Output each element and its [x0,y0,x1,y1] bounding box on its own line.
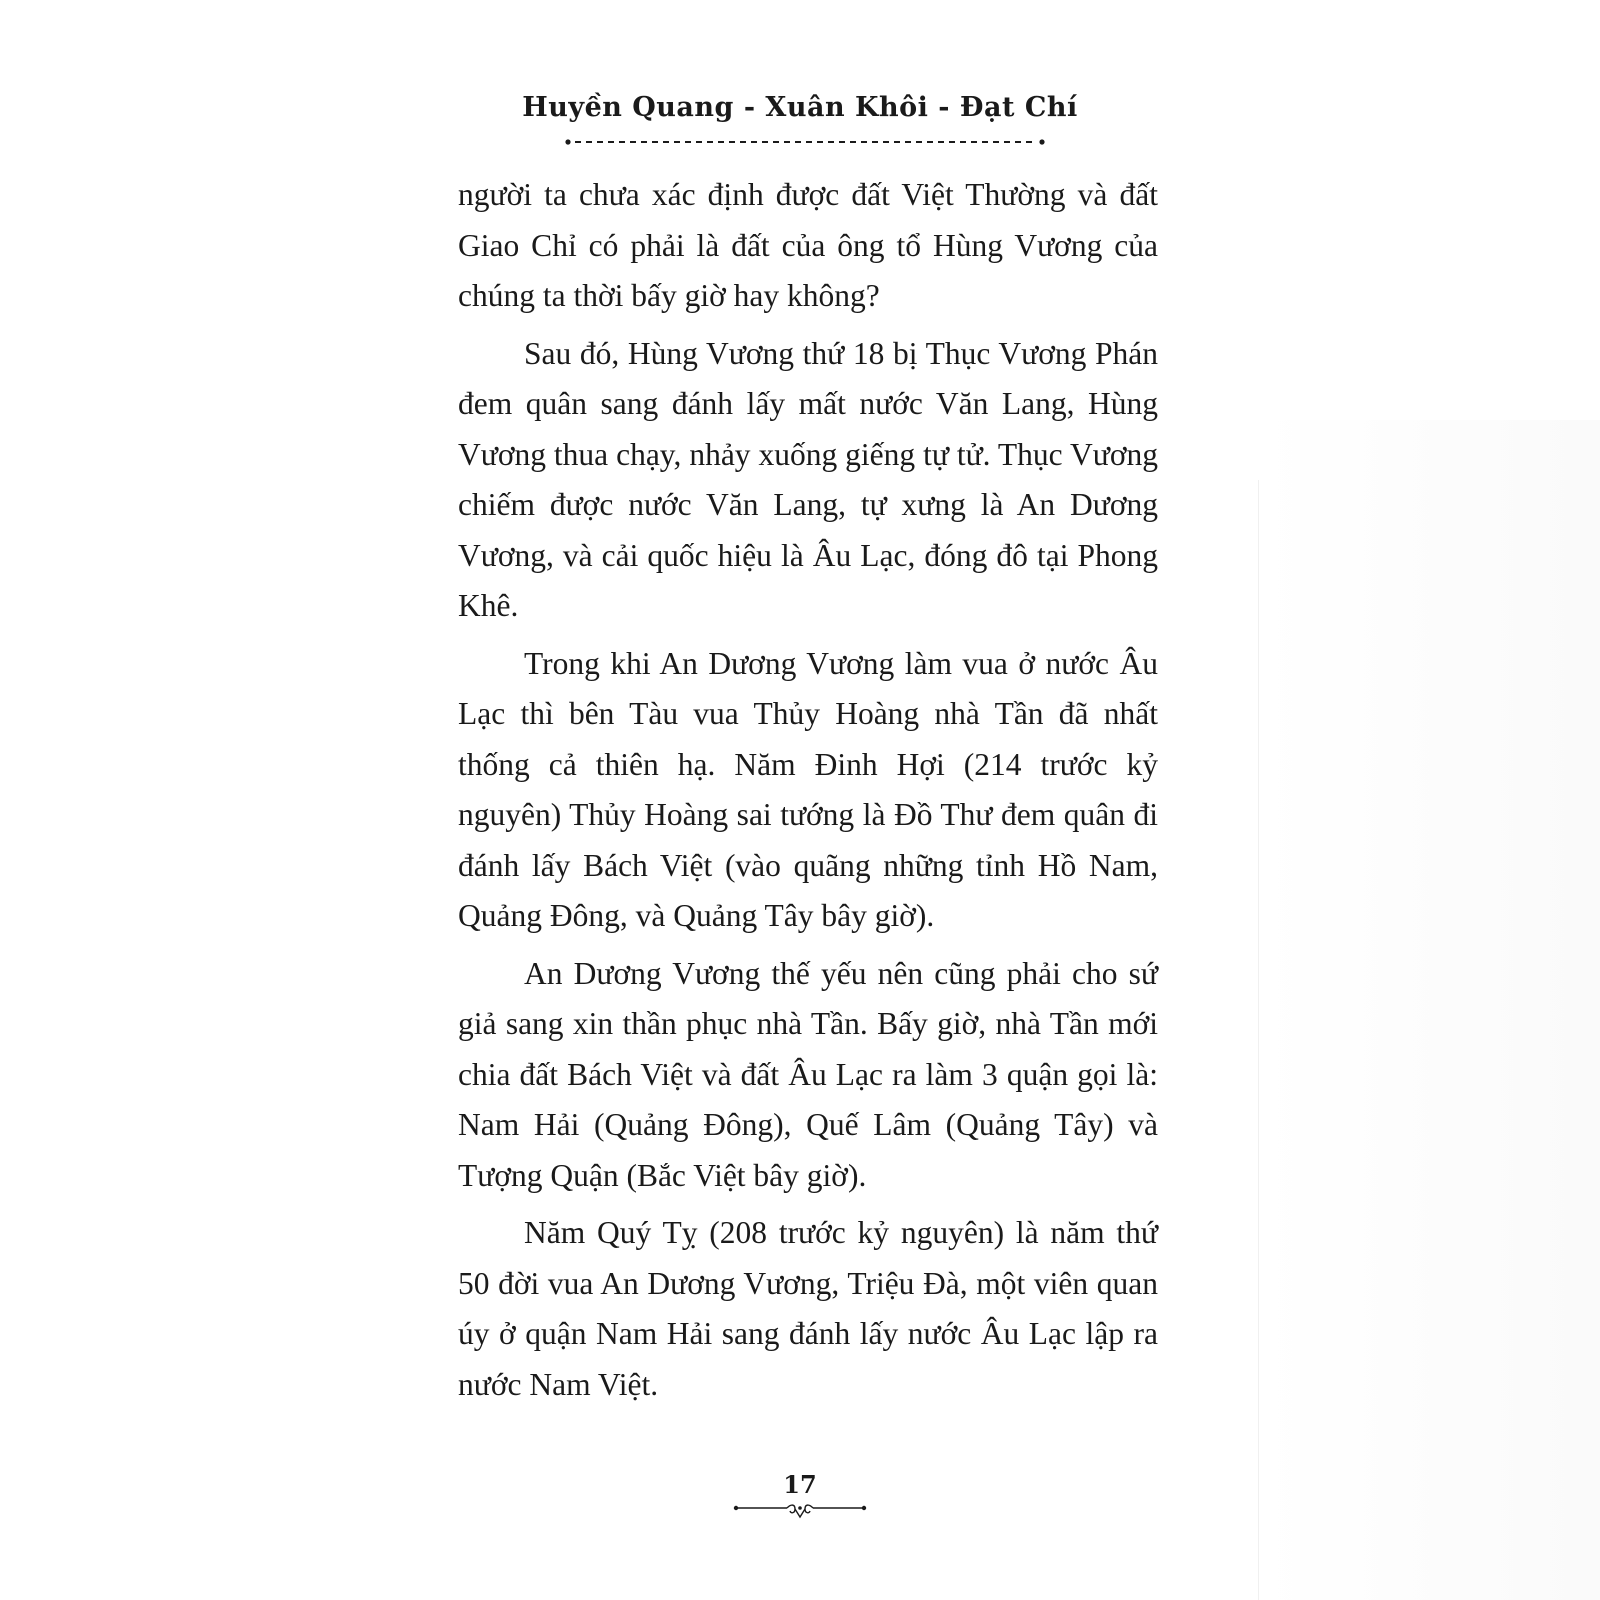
rule-right-dot [1039,139,1044,144]
rule-left-dot [565,139,570,144]
paragraph: Sau đó, Hùng Vương thứ 18 bị Thục Vương Phán đem quân sang đánh lấy mất nước Văn Lang, Hùng Vương thua chạy, nhảy xuống giếng tự tử. Thục Vương chiếm được nước Văn Lang, tự xưng là An Dương Vương, và cải quốc hiệu là Âu Lạc, đóng đô tại Phong Khê. [458,335,1158,623]
header-dotted-rule [565,139,1045,145]
page-edge [1258,480,1259,1600]
paragraph-continuation: người ta chưa xác định được đất Việt Thường và đất Giao Chỉ có phải là đất của ông tổ Hùng Vương của chúng ta thời bấy giờ hay không? [458,177,1158,313]
footer-ornament-icon [733,1502,867,1522]
page-shadow [1260,420,1600,1600]
paragraph: Trong khi An Dương Vương làm vua ở nước Âu Lạc thì bên Tàu vua Thủy Hoàng nhà Tần đã nhất thống cả thiên hạ. Năm Đinh Hợi (214 trước kỷ nguyên) Thủy Hoàng sai tướng là Đồ Thư đem quân đi đánh lấy Bách Việt (vào quãng những tỉnh Hồ Nam, Quảng Đông, và Quảng Tây bây giờ). [458,645,1158,933]
page-number: 17 [783,1470,817,1499]
paragraph: An Dương Vương thế yếu nên cũng phải cho sứ giả sang xin thần phục nhà Tần. Bấy giờ, nhà Tần mới chia đất Bách Việt và đất Âu Lạc ra làm 3 quận gọi là: Nam Hải (Quảng Đông), Quế Lâm (Quảng Tây) và Tượng Quận (Bắc Việt bây giờ). [458,955,1158,1193]
running-header: Huyền Quang - Xuân Khôi - Đạt Chí [522,92,1078,123]
paragraph: Năm Quý Tỵ (208 trước kỷ nguyên) là năm thứ 50 đời vua An Dương Vương, Triệu Đà, một viên quan úy ở quận Nam Hải sang đánh lấy nước Âu Lạc lập ra nước Nam Việt. [458,1215,1158,1402]
body-text [458,170,1158,1417]
